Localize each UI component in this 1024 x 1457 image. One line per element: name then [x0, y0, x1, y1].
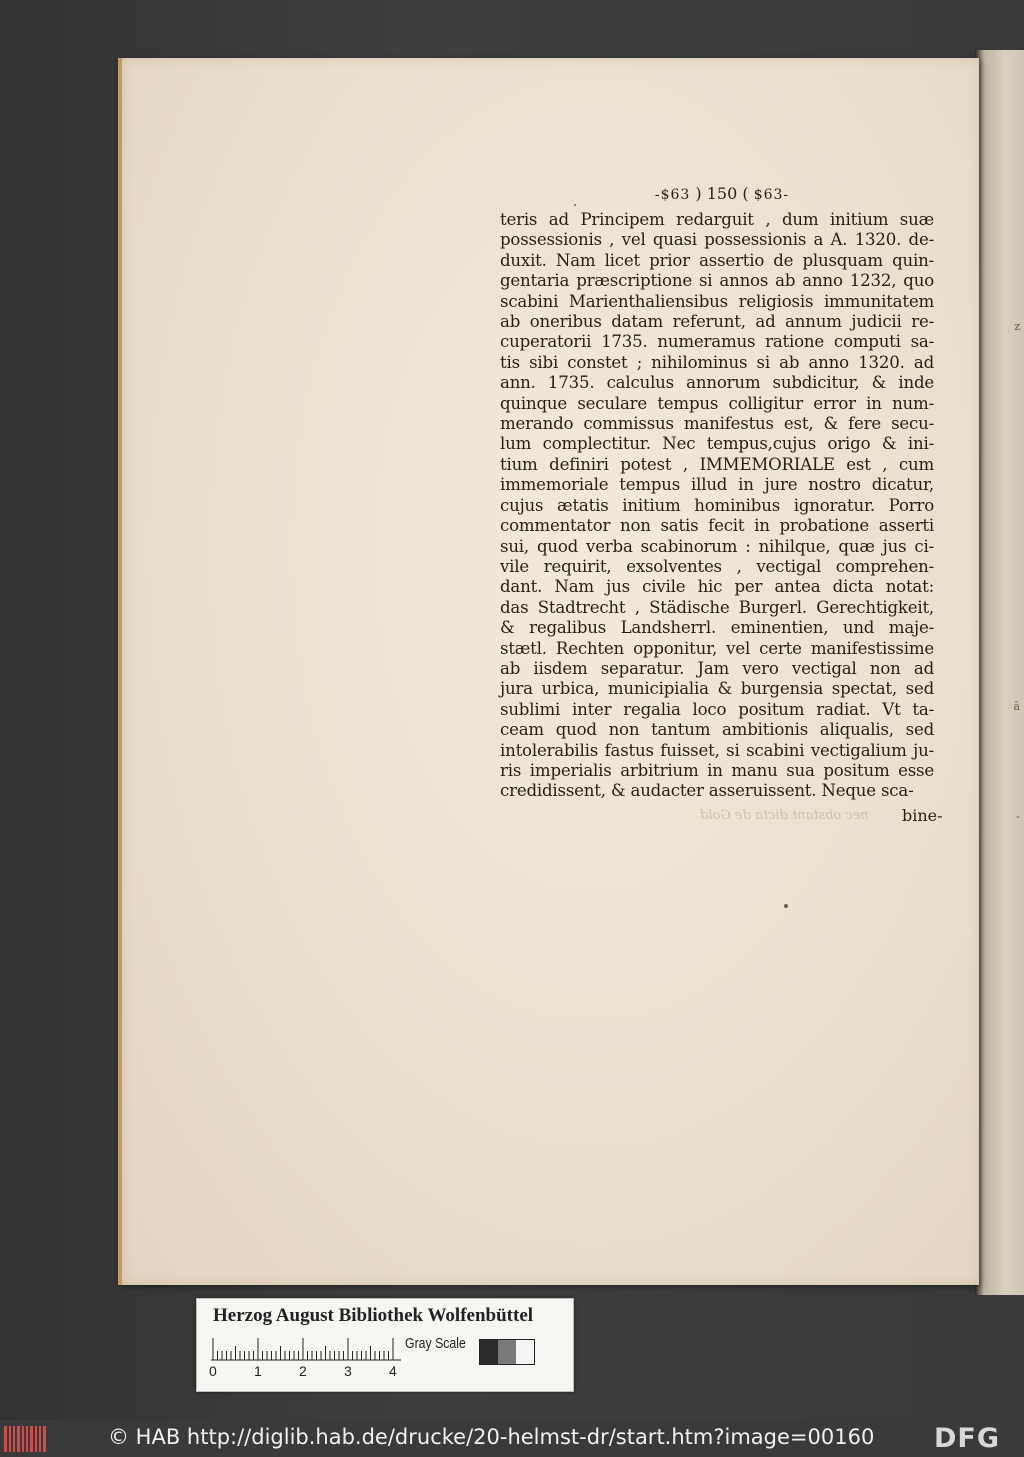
barcode-bar: [39, 1426, 41, 1452]
text-line: sui, quod verba scabinorum : nihilque, quæ jus ci-: [500, 536, 934, 556]
text-line: cuperatorii 1735. numeramus ratione computi sa-: [500, 332, 934, 352]
text-line: intolerabilis fastus fuisset, si scabini vectigalium ju-: [500, 740, 934, 760]
text-line: stætl. Rechten opponitur, vel certe manifestissime: [500, 638, 934, 658]
margin-fragment: ā: [1013, 700, 1020, 713]
barcode-bar: [26, 1426, 28, 1452]
left-ornament-icon: -$63: [654, 187, 691, 203]
ruler-number: 0: [209, 1363, 217, 1379]
barcode-bar: [4, 1426, 7, 1452]
barcode-bar: [9, 1426, 11, 1452]
footer-bar: [0, 1420, 1024, 1457]
ruler-scale: [211, 1337, 401, 1361]
gray-swatch-cell: [480, 1340, 498, 1364]
right-ornament-icon: $63-: [753, 187, 790, 203]
copyright-url: © HAB http://diglib.hab.de/drucke/20-helmst-dr/start.htm?image=00160: [108, 1425, 875, 1449]
color-calibration-card: [196, 1298, 574, 1392]
text-line: quinque seculare tempus colligitur error in num-: [500, 393, 934, 413]
ruler-number: 3: [344, 1363, 352, 1379]
text-line: duxit. Nam licet prior assertio de plusquam quin-: [500, 250, 934, 270]
text-line: ann. 1735. calculus annorum subdicitur, & inde: [500, 373, 934, 393]
text-line: sublimi inter regalia loco positum radiat. Vt ta-: [500, 699, 934, 719]
ruler-numbers: [209, 1363, 409, 1381]
gray-scale-label: Gray Scale: [405, 1335, 466, 1352]
ruler-number: 4: [389, 1363, 397, 1379]
barcode-bar: [17, 1426, 20, 1452]
text-line: gentaria præscriptione si annos ab anno 1232, quo: [500, 271, 934, 291]
margin-fragment: -: [1016, 810, 1020, 823]
text-line: teris ad Principem redarguit , dum initium suæ: [500, 210, 934, 229]
text-line: ab iisdem separatur. Jam vero vectigal non ad: [500, 658, 934, 678]
text-line: das Stadtrecht , Städische Burgerl. Gerechtigkeit,: [500, 597, 934, 617]
bleed-through-text: nec obstant dicta de Gold: [700, 808, 869, 823]
barcode-icon: [4, 1426, 46, 1452]
text-line: possessionis , vel quasi possessionis a A. 1320. de-: [500, 230, 934, 250]
barcode-bar: [35, 1426, 37, 1452]
dust-speck: [574, 204, 576, 206]
barcode-bar: [22, 1426, 24, 1452]
gray-scale-swatch: [479, 1339, 535, 1365]
dust-speck: [784, 904, 788, 908]
text-line: ab oneribus datam referunt, ad annum judicii re-: [500, 312, 934, 332]
text-line: lum complectitur. Nec tempus,cujus origo & ini-: [500, 434, 934, 454]
adjacent-page-edge: [975, 50, 1024, 1295]
text-line: scabini Marienthaliensibus religiosis immunitatem: [500, 291, 934, 311]
text-line: tium definiri potest , IMMEMORIALE est , cum: [500, 454, 934, 474]
gray-swatch-cell: [516, 1340, 534, 1364]
page-number: ) 150 (: [695, 184, 749, 203]
text-line: ceam quod non tantum ambitionis aliqualis, sed: [500, 720, 934, 740]
text-line: merando commissus manifestus est, & fere secu-: [500, 414, 934, 434]
library-name: Herzog August Bibliothek Wolfenbüttel: [213, 1305, 534, 1326]
text-line: vile requirit, exsolventes , vectigal comprehen-: [500, 556, 934, 576]
text-line: tis sibi constet ; nihilominus si ab anno 1320. ad: [500, 352, 934, 372]
ruler-number: 1: [254, 1363, 262, 1379]
body-text: [500, 210, 934, 802]
running-header: [622, 184, 822, 203]
text-line: cujus ætatis initium hominibus ignoratur. Porro: [500, 495, 934, 515]
barcode-bar: [43, 1426, 46, 1452]
text-line: immemoriale tempus illud in jure nostro dicatur,: [500, 475, 934, 495]
ruler-number: 2: [299, 1363, 307, 1379]
text-line: dant. Nam jus civile hic per antea dicta notat:: [500, 577, 934, 597]
gray-swatch-cell: [498, 1340, 516, 1364]
dfg-logo: DFG: [934, 1423, 1001, 1454]
text-line: jura urbica, municipialia & burgensia spectat, sed: [500, 679, 934, 699]
text-line: ris imperialis arbitrium in manu sua positum esse: [500, 760, 934, 780]
text-line: credidissent, & audacter asseruissent. Neque sca-: [500, 781, 914, 801]
margin-fragment: z: [1014, 320, 1020, 333]
text-line: commentator non satis fecit in probatione asserti: [500, 516, 934, 536]
catchword: bine-: [902, 806, 943, 825]
barcode-bar: [30, 1426, 33, 1452]
text-line: & regalibus Landsherrl. eminentien, und maje-: [500, 618, 934, 638]
barcode-bar: [13, 1426, 15, 1452]
